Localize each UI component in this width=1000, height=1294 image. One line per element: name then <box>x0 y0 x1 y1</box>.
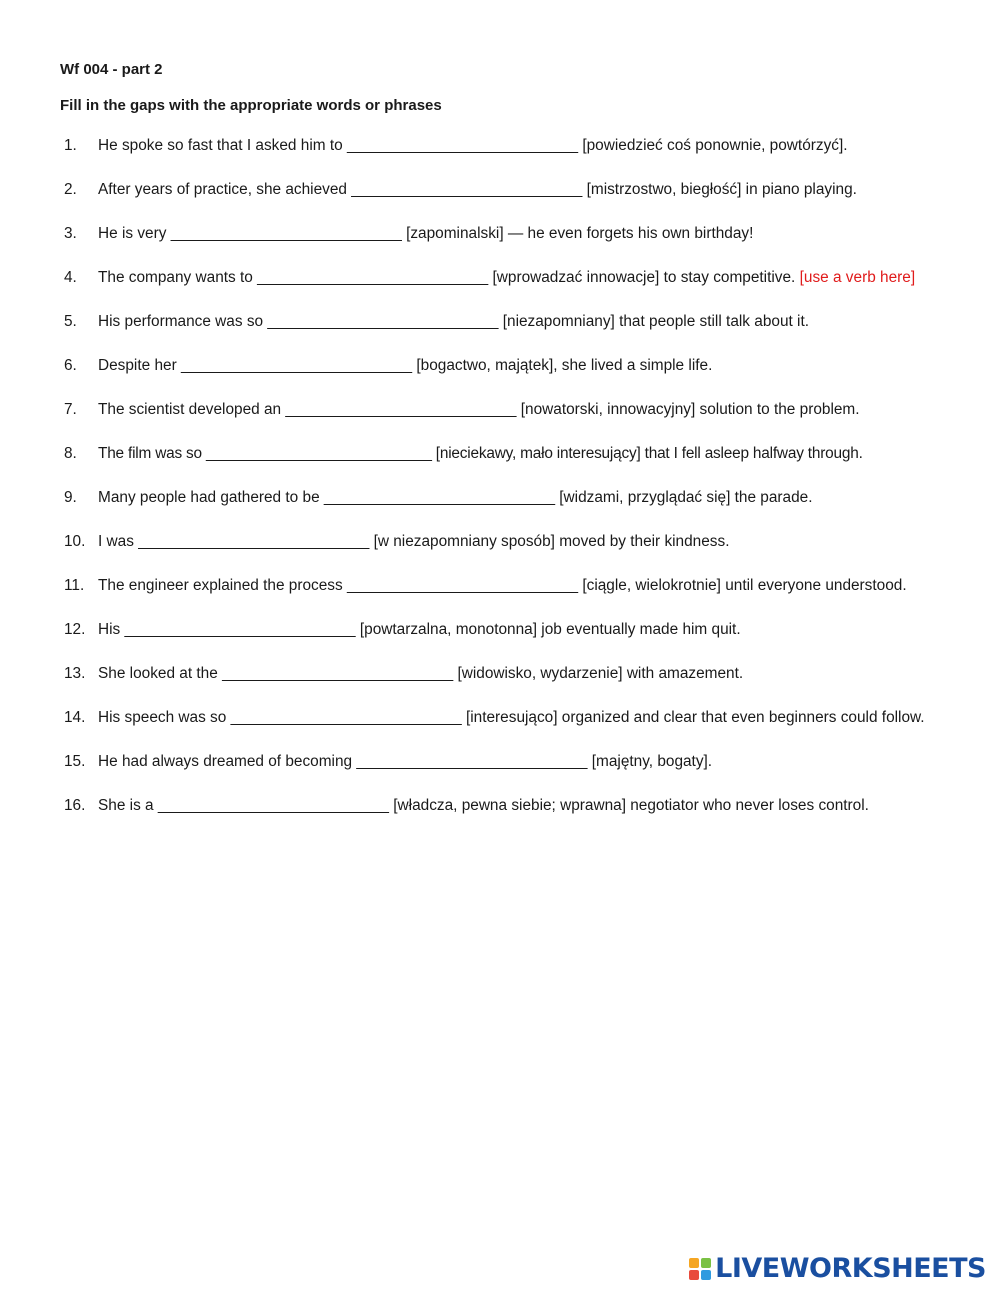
question-text: I was ___________________________ [w niezapomniany sposób] moved by their kindness. <box>98 533 730 550</box>
question-text: His ___________________________ [powtarzalna, monotonna] job eventually made him quit. <box>98 621 741 638</box>
question-number: 8. <box>64 445 77 462</box>
question-item <box>60 740 950 784</box>
question-text: After years of practice, she achieved ___________________________ [mistrzostwo, biegłość] in piano playing. <box>98 181 857 198</box>
question-number: 4. <box>64 269 77 286</box>
question-number: 10. <box>64 533 86 550</box>
question-item <box>60 344 950 388</box>
question-number: 16. <box>64 797 86 814</box>
question-item <box>60 300 950 344</box>
worksheet-title: Wf 004 - part 2 <box>60 61 163 78</box>
question-text: The scientist developed an ___________________________ [nowatorski, innowacyjny] solution to the problem. <box>98 401 860 418</box>
question-item <box>60 652 950 696</box>
logo-square-v <box>689 1270 699 1280</box>
question-text: Many people had gathered to be ___________________________ [widzami, przyglądać się] the parade. <box>98 489 813 506</box>
logo-square-e <box>701 1270 711 1280</box>
question-number: 13. <box>64 665 86 682</box>
worksheet <box>60 60 950 828</box>
logo-square-i <box>701 1258 711 1268</box>
question-item <box>60 124 950 168</box>
question-text: She looked at the ___________________________ [widowisko, wydarzenie] with amazement. <box>98 665 744 682</box>
question-text: His performance was so ___________________________ [niezapomniany] that people still talk about it. <box>98 313 810 330</box>
question-item <box>60 784 950 828</box>
question-number: 1. <box>64 137 77 154</box>
question-number: 7. <box>64 401 77 418</box>
instructions: Fill in the gaps with the appropriate words or phrases <box>60 97 442 114</box>
logo-square-l <box>689 1258 699 1268</box>
question-number: 9. <box>64 489 77 506</box>
logo-text: LIVEWORKSHEETS <box>715 1253 986 1284</box>
question-item <box>60 696 950 740</box>
question-list <box>60 124 950 828</box>
question-item <box>60 520 950 564</box>
question-number: 11. <box>64 577 85 594</box>
question-number: 3. <box>64 225 77 242</box>
question-item <box>60 388 950 432</box>
question-item <box>60 432 950 476</box>
question-text: The film was so ___________________________ [nieciekawy, mało interesujący] that I fell asleep halfway through. <box>98 445 863 462</box>
question-item <box>60 256 950 300</box>
question-number: 2. <box>64 181 77 198</box>
question-text: Despite her ___________________________ [bogactwo, majątek], she lived a simple life. <box>98 357 713 374</box>
question-item <box>60 476 950 520</box>
question-text: He is very ___________________________ [zapominalski] — he even forgets his own birthday! <box>98 225 754 242</box>
question-item <box>60 564 950 608</box>
question-text: His speech was so ___________________________ [interesująco] organized and clear that even beginners could follow. <box>98 709 925 726</box>
question-number: 14. <box>64 709 86 726</box>
question-note: [use a verb here] <box>799 269 916 286</box>
question-text: The company wants to ___________________________ [wprowadzać innowacje] to stay competitive. [use a verb here] <box>98 269 916 286</box>
question-text: He spoke so fast that I asked him to ___________________________ [powiedzieć coś ponownie, powtórzyć]. <box>98 137 848 154</box>
question-text: She is a ___________________________ [władcza, pewna siebie; wprawna] negotiator who never loses control. <box>98 797 869 814</box>
question-text: He had always dreamed of becoming ___________________________ [majętny, bogaty]. <box>98 753 713 770</box>
logo-mark-icon <box>689 1258 711 1280</box>
question-number: 12. <box>64 621 86 638</box>
question-text: The engineer explained the process ___________________________ [ciągle, wielokrotnie] until everyone understood. <box>98 577 907 594</box>
question-item <box>60 168 950 212</box>
question-number: 6. <box>64 357 77 374</box>
question-item <box>60 212 950 256</box>
question-item <box>60 608 950 652</box>
question-number: 5. <box>64 313 77 330</box>
question-number: 15. <box>64 753 86 770</box>
liveworksheets-logo[interactable] <box>689 1253 986 1284</box>
